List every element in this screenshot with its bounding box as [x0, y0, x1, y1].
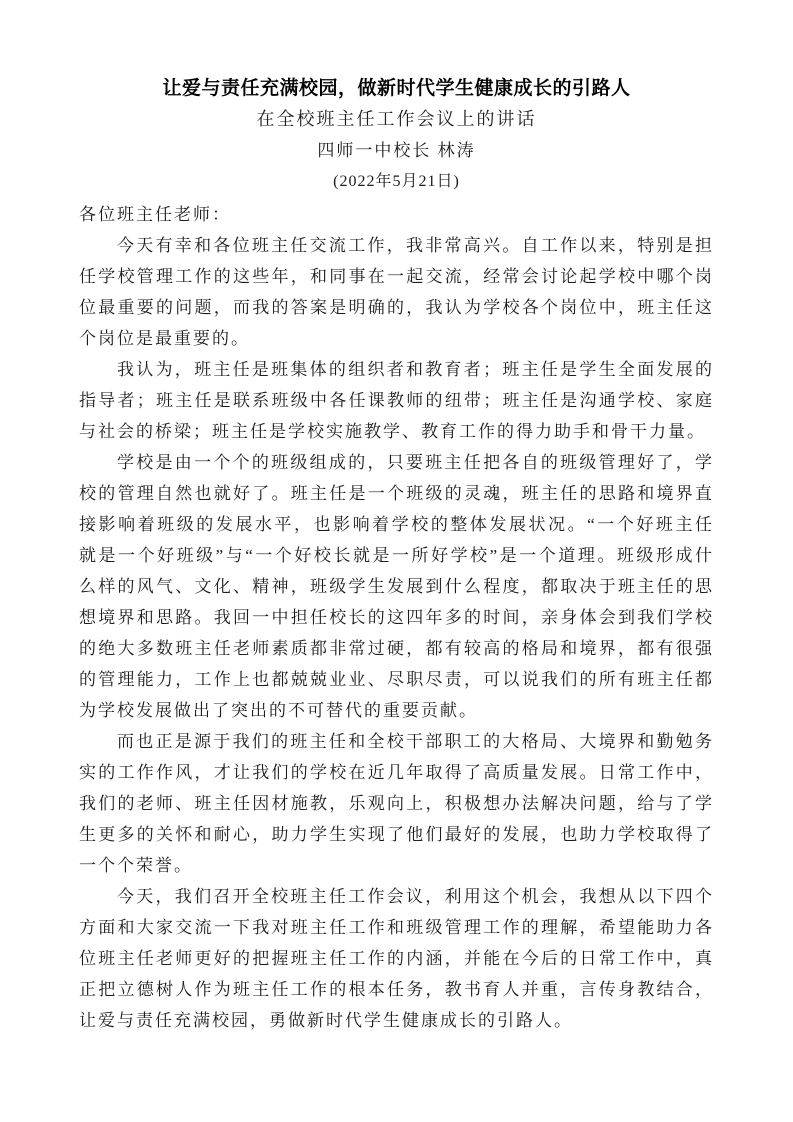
body-paragraph-3: 学校是由一个个的班级组成的，只要班主任把各自的班级管理好了，学校的管理自然也就好了。班主任是一个班级的灵魂，班主任的思路和境界直接影响着班级的发展水平，也影响着学校的整体发展状况。“一个好班主任就是一个好班级”与“一个好校长就是一所好学校”是一个道理。班级形成什么样的风气、文化、精神，班级学生发展到什么程度，都取决于班主任的思想境界和思路。我回一中担任校长的这四年多的时间，亲身体会到我们学校的绝大多数班主任老师素质都非常过硬，都有较高的格局和境界，都有很强的管理能力，工作上也都兢兢业业、尽职尽责，可以说我们的所有班主任都为学校发展做出了突出的不可替代的重要贡献。	[79, 453, 714, 720]
document-date: (2022年5月21日)	[333, 173, 460, 190]
body-paragraph-4: 而也正是源于我们的班主任和全校干部职工的大格局、大境界和勤勉务实的工作作风，才让我们的学校在近几年取得了高质量发展。日常工作中，我们的老师、班主任因材施教，乐观向上，积极想办法解决问题，给与了学生更多的关怀和耐心，助力学生实现了他们最好的发展，也助力学校取得了一个个荣誉。	[79, 732, 714, 875]
body-paragraph-5: 今天，我们召开全校班主任工作会议，利用这个机会，我想从以下四个方面和大家交流一下我对班主任工作和班级管理工作的理解，希望能助力各位班主任老师更好的把握班主任工作的内涵，并能在今后的日常工作中，真正把立德树人作为班主任工作的根本任务，教书育人并重，言传身教结合，让爱与责任充满校园，勇做新时代学生健康成长的引路人。	[79, 887, 714, 1030]
document-title: 让爱与责任充满校园，做新时代学生健康成长的引路人	[162, 78, 631, 99]
salutation-line: 各位班主任老师：	[79, 205, 231, 224]
body-paragraph-1: 今天有幸和各位班主任交流工作，我非常高兴。自工作以来，特别是担任学校管理工作的这些年，和同事在一起交流，经常会讨论起学校中哪个岗位最重要的问题，而我的答案是明确的，我认为学校各个岗位中，班主任这个岗位是最重要的。	[79, 236, 714, 348]
document-subtitle: 在全校班主任工作会议上的讲话	[256, 109, 537, 129]
document-body	[79, 199, 714, 1036]
document-author: 四师一中校长 林涛	[317, 141, 476, 160]
body-paragraph-2: 我认为，班主任是班集体的组织者和教育者；班主任是学生全面发展的指导者；班主任是联系班级中各任课教师的纽带；班主任是沟通学校、家庭与社会的桥梁；班主任是学校实施教学、教育工作的得力助手和骨干力量。	[79, 360, 714, 441]
